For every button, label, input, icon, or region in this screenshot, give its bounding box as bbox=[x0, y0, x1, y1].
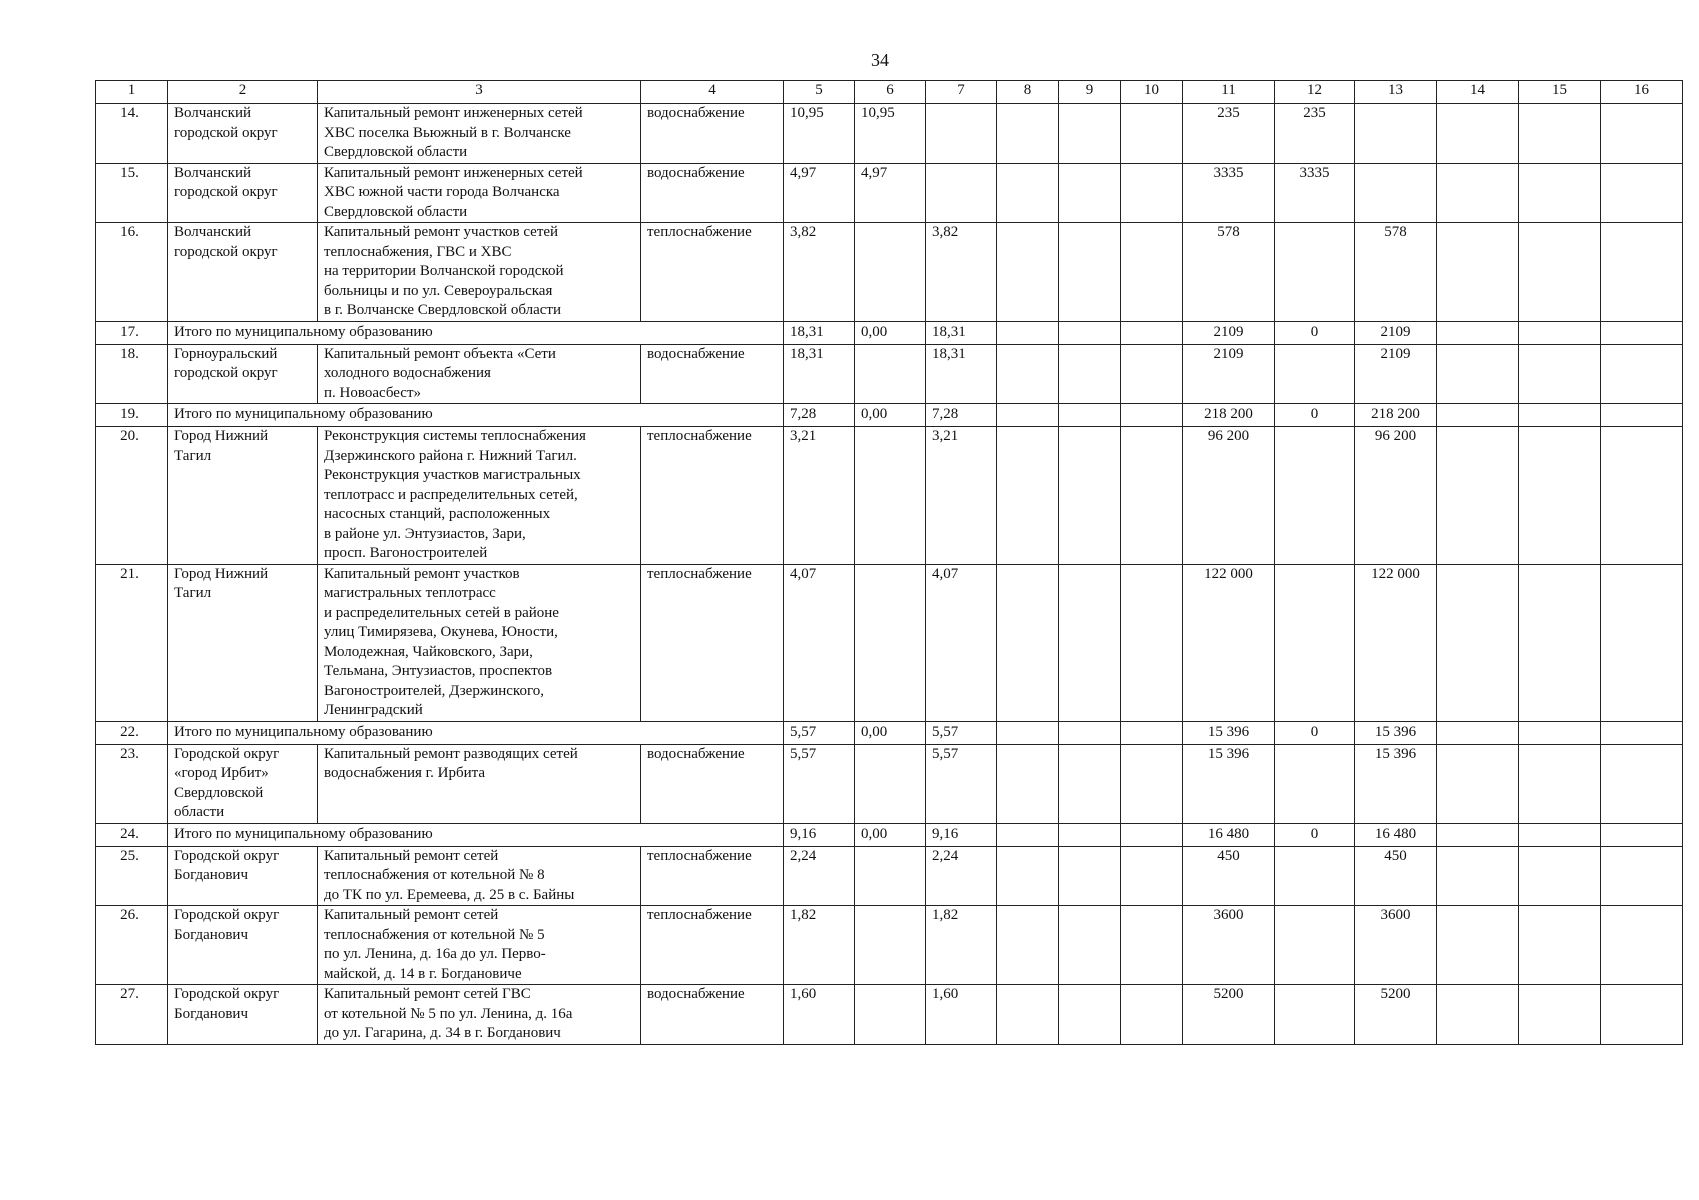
column-header: 7 bbox=[926, 81, 997, 104]
column-header: 6 bbox=[855, 81, 926, 104]
value-cell-8 bbox=[997, 744, 1059, 823]
value-cell-5: 2,24 bbox=[784, 846, 855, 906]
value-cell-15 bbox=[1519, 427, 1601, 565]
value-cell-14 bbox=[1437, 344, 1519, 404]
row-number: 20. bbox=[96, 427, 168, 565]
value-cell-15 bbox=[1519, 744, 1601, 823]
value-cell-12: 3335 bbox=[1275, 163, 1355, 223]
row-number: 25. bbox=[96, 846, 168, 906]
value-cell-12 bbox=[1275, 985, 1355, 1045]
value-cell-15 bbox=[1519, 404, 1601, 427]
value-cell-7: 4,07 bbox=[926, 564, 997, 721]
value-cell-15 bbox=[1519, 163, 1601, 223]
value-cell-16 bbox=[1601, 744, 1683, 823]
value-cell-8 bbox=[997, 823, 1059, 846]
value-cell-5: 3,82 bbox=[784, 223, 855, 322]
value-cell-16 bbox=[1601, 721, 1683, 744]
description-cell: Капитальный ремонт инженерных сетей ХВС южной части города Волчанска Свердловской области bbox=[318, 163, 641, 223]
value-cell-16 bbox=[1601, 163, 1683, 223]
value-cell-16 bbox=[1601, 104, 1683, 164]
row-number: 26. bbox=[96, 906, 168, 985]
column-header: 16 bbox=[1601, 81, 1683, 104]
value-cell-9 bbox=[1059, 985, 1121, 1045]
value-cell-11: 2109 bbox=[1183, 321, 1275, 344]
value-cell-10 bbox=[1121, 223, 1183, 322]
value-cell-15 bbox=[1519, 564, 1601, 721]
table-row bbox=[96, 846, 1683, 906]
value-cell-15 bbox=[1519, 104, 1601, 164]
municipality-cell: Волчанский городской округ bbox=[168, 163, 318, 223]
value-cell-16 bbox=[1601, 223, 1683, 322]
value-cell-15 bbox=[1519, 906, 1601, 985]
value-cell-6 bbox=[855, 744, 926, 823]
value-cell-5: 4,97 bbox=[784, 163, 855, 223]
value-cell-13: 122 000 bbox=[1355, 564, 1437, 721]
value-cell-9 bbox=[1059, 321, 1121, 344]
value-cell-11: 15 396 bbox=[1183, 744, 1275, 823]
municipality-cell: Город Нижний Тагил bbox=[168, 427, 318, 565]
value-cell-9 bbox=[1059, 344, 1121, 404]
value-cell-10 bbox=[1121, 846, 1183, 906]
value-cell-8 bbox=[997, 985, 1059, 1045]
municipality-cell: Волчанский городской округ bbox=[168, 104, 318, 164]
table-row bbox=[96, 427, 1683, 565]
value-cell-7: 2,24 bbox=[926, 846, 997, 906]
column-header: 4 bbox=[641, 81, 784, 104]
utility-type-cell: водоснабжение bbox=[641, 104, 784, 164]
value-cell-7: 18,31 bbox=[926, 321, 997, 344]
table-row bbox=[96, 906, 1683, 985]
value-cell-10 bbox=[1121, 906, 1183, 985]
column-header: 14 bbox=[1437, 81, 1519, 104]
value-cell-12 bbox=[1275, 744, 1355, 823]
description-cell: Капитальный ремонт сетей теплоснабжения от котельной № 5 по ул. Ленина, д. 16а до ул. Перво- майской, д. 14 в г. Богдановиче bbox=[318, 906, 641, 985]
value-cell-8 bbox=[997, 564, 1059, 721]
value-cell-15 bbox=[1519, 321, 1601, 344]
value-cell-10 bbox=[1121, 163, 1183, 223]
value-cell-11: 235 bbox=[1183, 104, 1275, 164]
value-cell-13: 2109 bbox=[1355, 321, 1437, 344]
value-cell-10 bbox=[1121, 321, 1183, 344]
value-cell-10 bbox=[1121, 427, 1183, 565]
value-cell-13: 16 480 bbox=[1355, 823, 1437, 846]
value-cell-5: 9,16 bbox=[784, 823, 855, 846]
table-row bbox=[96, 564, 1683, 721]
value-cell-11: 96 200 bbox=[1183, 427, 1275, 565]
value-cell-7: 1,82 bbox=[926, 906, 997, 985]
value-cell-15 bbox=[1519, 846, 1601, 906]
value-cell-13: 218 200 bbox=[1355, 404, 1437, 427]
value-cell-5: 7,28 bbox=[784, 404, 855, 427]
municipality-cell: Волчанский городской округ bbox=[168, 223, 318, 322]
value-cell-7: 7,28 bbox=[926, 404, 997, 427]
utility-type-cell: водоснабжение bbox=[641, 344, 784, 404]
value-cell-14 bbox=[1437, 321, 1519, 344]
value-cell-13: 2109 bbox=[1355, 344, 1437, 404]
value-cell-10 bbox=[1121, 985, 1183, 1045]
value-cell-7: 9,16 bbox=[926, 823, 997, 846]
value-cell-6: 0,00 bbox=[855, 321, 926, 344]
value-cell-15 bbox=[1519, 985, 1601, 1045]
value-cell-10 bbox=[1121, 404, 1183, 427]
value-cell-5: 18,31 bbox=[784, 344, 855, 404]
value-cell-8 bbox=[997, 846, 1059, 906]
value-cell-8 bbox=[997, 906, 1059, 985]
row-number: 16. bbox=[96, 223, 168, 322]
value-cell-10 bbox=[1121, 564, 1183, 721]
value-cell-12 bbox=[1275, 427, 1355, 565]
value-cell-6 bbox=[855, 846, 926, 906]
value-cell-9 bbox=[1059, 223, 1121, 322]
value-cell-5: 5,57 bbox=[784, 744, 855, 823]
value-cell-6 bbox=[855, 985, 926, 1045]
value-cell-14 bbox=[1437, 427, 1519, 565]
value-cell-6: 0,00 bbox=[855, 404, 926, 427]
value-cell-12 bbox=[1275, 344, 1355, 404]
value-cell-10 bbox=[1121, 823, 1183, 846]
column-header: 15 bbox=[1519, 81, 1601, 104]
value-cell-6: 4,97 bbox=[855, 163, 926, 223]
value-cell-11: 5200 bbox=[1183, 985, 1275, 1045]
value-cell-14 bbox=[1437, 985, 1519, 1045]
utility-type-cell: теплоснабжение bbox=[641, 427, 784, 565]
row-number: 27. bbox=[96, 985, 168, 1045]
value-cell-14 bbox=[1437, 823, 1519, 846]
subtotal-row bbox=[96, 823, 1683, 846]
utility-type-cell: теплоснабжение bbox=[641, 564, 784, 721]
value-cell-13: 578 bbox=[1355, 223, 1437, 322]
value-cell-13: 3600 bbox=[1355, 906, 1437, 985]
page-number: 34 bbox=[871, 50, 889, 70]
column-header: 11 bbox=[1183, 81, 1275, 104]
value-cell-14 bbox=[1437, 404, 1519, 427]
value-cell-5: 5,57 bbox=[784, 721, 855, 744]
row-number: 24. bbox=[96, 823, 168, 846]
value-cell-9 bbox=[1059, 564, 1121, 721]
value-cell-16 bbox=[1601, 321, 1683, 344]
value-cell-16 bbox=[1601, 564, 1683, 721]
row-number: 19. bbox=[96, 404, 168, 427]
row-number: 23. bbox=[96, 744, 168, 823]
subtotal-label: Итого по муниципальному образованию bbox=[168, 321, 784, 344]
value-cell-7 bbox=[926, 163, 997, 223]
value-cell-14 bbox=[1437, 721, 1519, 744]
value-cell-10 bbox=[1121, 344, 1183, 404]
value-cell-16 bbox=[1601, 985, 1683, 1045]
value-cell-6: 0,00 bbox=[855, 721, 926, 744]
value-cell-15 bbox=[1519, 344, 1601, 404]
value-cell-11: 3335 bbox=[1183, 163, 1275, 223]
value-cell-9 bbox=[1059, 721, 1121, 744]
program-table bbox=[95, 80, 1683, 1045]
value-cell-14 bbox=[1437, 104, 1519, 164]
value-cell-7: 5,57 bbox=[926, 744, 997, 823]
column-number-row bbox=[96, 81, 1683, 104]
value-cell-7: 1,60 bbox=[926, 985, 997, 1045]
utility-type-cell: водоснабжение bbox=[641, 985, 784, 1045]
value-cell-14 bbox=[1437, 846, 1519, 906]
value-cell-8 bbox=[997, 404, 1059, 427]
value-cell-15 bbox=[1519, 823, 1601, 846]
value-cell-14 bbox=[1437, 906, 1519, 985]
value-cell-10 bbox=[1121, 104, 1183, 164]
subtotal-row bbox=[96, 321, 1683, 344]
value-cell-14 bbox=[1437, 223, 1519, 322]
municipality-cell: Городской округ Богданович bbox=[168, 906, 318, 985]
value-cell-12: 235 bbox=[1275, 104, 1355, 164]
subtotal-row bbox=[96, 404, 1683, 427]
value-cell-5: 1,60 bbox=[784, 985, 855, 1045]
value-cell-5: 10,95 bbox=[784, 104, 855, 164]
column-header: 8 bbox=[997, 81, 1059, 104]
value-cell-9 bbox=[1059, 163, 1121, 223]
column-header: 10 bbox=[1121, 81, 1183, 104]
value-cell-16 bbox=[1601, 846, 1683, 906]
row-number: 14. bbox=[96, 104, 168, 164]
value-cell-16 bbox=[1601, 906, 1683, 985]
value-cell-6 bbox=[855, 344, 926, 404]
value-cell-12 bbox=[1275, 846, 1355, 906]
value-cell-5: 3,21 bbox=[784, 427, 855, 565]
value-cell-13 bbox=[1355, 104, 1437, 164]
utility-type-cell: теплоснабжение bbox=[641, 846, 784, 906]
value-cell-6 bbox=[855, 223, 926, 322]
table-row bbox=[96, 744, 1683, 823]
value-cell-13: 15 396 bbox=[1355, 744, 1437, 823]
subtotal-label: Итого по муниципальному образованию bbox=[168, 823, 784, 846]
value-cell-10 bbox=[1121, 721, 1183, 744]
description-cell: Капитальный ремонт инженерных сетей ХВС поселка Вьюжный в г. Волчанске Свердловской области bbox=[318, 104, 641, 164]
value-cell-12 bbox=[1275, 906, 1355, 985]
value-cell-6 bbox=[855, 564, 926, 721]
value-cell-11: 218 200 bbox=[1183, 404, 1275, 427]
value-cell-9 bbox=[1059, 427, 1121, 565]
description-cell: Капитальный ремонт сетей ГВС от котельной № 5 по ул. Ленина, д. 16а до ул. Гагарина, д. 34 в г. Богданович bbox=[318, 985, 641, 1045]
value-cell-8 bbox=[997, 427, 1059, 565]
column-header: 12 bbox=[1275, 81, 1355, 104]
value-cell-16 bbox=[1601, 823, 1683, 846]
value-cell-11: 15 396 bbox=[1183, 721, 1275, 744]
value-cell-8 bbox=[997, 104, 1059, 164]
value-cell-12: 0 bbox=[1275, 823, 1355, 846]
municipality-cell: Горноуральский городской округ bbox=[168, 344, 318, 404]
row-number: 17. bbox=[96, 321, 168, 344]
value-cell-12 bbox=[1275, 223, 1355, 322]
utility-type-cell: водоснабжение bbox=[641, 163, 784, 223]
value-cell-8 bbox=[997, 163, 1059, 223]
table-row bbox=[96, 985, 1683, 1045]
subtotal-label: Итого по муниципальному образованию bbox=[168, 404, 784, 427]
value-cell-13: 450 bbox=[1355, 846, 1437, 906]
value-cell-12: 0 bbox=[1275, 721, 1355, 744]
value-cell-16 bbox=[1601, 344, 1683, 404]
value-cell-7: 3,21 bbox=[926, 427, 997, 565]
value-cell-9 bbox=[1059, 744, 1121, 823]
subtotal-label: Итого по муниципальному образованию bbox=[168, 721, 784, 744]
row-number: 22. bbox=[96, 721, 168, 744]
utility-type-cell: теплоснабжение bbox=[641, 906, 784, 985]
column-header: 1 bbox=[96, 81, 168, 104]
value-cell-5: 4,07 bbox=[784, 564, 855, 721]
value-cell-6: 10,95 bbox=[855, 104, 926, 164]
description-cell: Капитальный ремонт участков сетей теплоснабжения, ГВС и ХВС на территории Волчанской городской больницы и по ул. Североуральская в г. Волчанске Свердловской области bbox=[318, 223, 641, 322]
column-header: 5 bbox=[784, 81, 855, 104]
value-cell-12: 0 bbox=[1275, 321, 1355, 344]
value-cell-12: 0 bbox=[1275, 404, 1355, 427]
value-cell-6 bbox=[855, 427, 926, 565]
value-cell-9 bbox=[1059, 906, 1121, 985]
value-cell-10 bbox=[1121, 744, 1183, 823]
value-cell-7: 18,31 bbox=[926, 344, 997, 404]
value-cell-15 bbox=[1519, 223, 1601, 322]
value-cell-9 bbox=[1059, 404, 1121, 427]
municipality-cell: Городской округ Богданович bbox=[168, 985, 318, 1045]
value-cell-15 bbox=[1519, 721, 1601, 744]
value-cell-11: 450 bbox=[1183, 846, 1275, 906]
value-cell-11: 122 000 bbox=[1183, 564, 1275, 721]
value-cell-13: 96 200 bbox=[1355, 427, 1437, 565]
description-cell: Капитальный ремонт объекта «Сети холодного водоснабжения п. Новоасбест» bbox=[318, 344, 641, 404]
subtotal-row bbox=[96, 721, 1683, 744]
value-cell-11: 3600 bbox=[1183, 906, 1275, 985]
value-cell-5: 18,31 bbox=[784, 321, 855, 344]
value-cell-9 bbox=[1059, 846, 1121, 906]
value-cell-13 bbox=[1355, 163, 1437, 223]
utility-type-cell: водоснабжение bbox=[641, 744, 784, 823]
value-cell-14 bbox=[1437, 564, 1519, 721]
municipality-cell: Городской округ «город Ирбит» Свердловской области bbox=[168, 744, 318, 823]
value-cell-7: 3,82 bbox=[926, 223, 997, 322]
table-row bbox=[96, 223, 1683, 322]
table-row bbox=[96, 163, 1683, 223]
value-cell-14 bbox=[1437, 744, 1519, 823]
row-number: 21. bbox=[96, 564, 168, 721]
column-header: 13 bbox=[1355, 81, 1437, 104]
value-cell-14 bbox=[1437, 163, 1519, 223]
value-cell-9 bbox=[1059, 104, 1121, 164]
value-cell-11: 16 480 bbox=[1183, 823, 1275, 846]
value-cell-6: 0,00 bbox=[855, 823, 926, 846]
value-cell-13: 15 396 bbox=[1355, 721, 1437, 744]
value-cell-11: 578 bbox=[1183, 223, 1275, 322]
column-header: 2 bbox=[168, 81, 318, 104]
value-cell-8 bbox=[997, 344, 1059, 404]
column-header: 9 bbox=[1059, 81, 1121, 104]
value-cell-7: 5,57 bbox=[926, 721, 997, 744]
value-cell-16 bbox=[1601, 404, 1683, 427]
description-cell: Капитальный ремонт разводящих сетей водоснабжения г. Ирбита bbox=[318, 744, 641, 823]
value-cell-12 bbox=[1275, 564, 1355, 721]
municipality-cell: Город Нижний Тагил bbox=[168, 564, 318, 721]
value-cell-8 bbox=[997, 721, 1059, 744]
value-cell-11: 2109 bbox=[1183, 344, 1275, 404]
column-header: 3 bbox=[318, 81, 641, 104]
value-cell-8 bbox=[997, 321, 1059, 344]
table-row bbox=[96, 344, 1683, 404]
value-cell-7 bbox=[926, 104, 997, 164]
value-cell-8 bbox=[997, 223, 1059, 322]
description-cell: Реконструкция системы теплоснабжения Дзержинского района г. Нижний Тагил. Реконструкция участков магистральных теплотрасс и распределительных сетей, насосных станций, расположенных в районе ул. Энтузиастов, Зари, просп. Вагоностроителей bbox=[318, 427, 641, 565]
row-number: 18. bbox=[96, 344, 168, 404]
value-cell-13: 5200 bbox=[1355, 985, 1437, 1045]
value-cell-9 bbox=[1059, 823, 1121, 846]
row-number: 15. bbox=[96, 163, 168, 223]
value-cell-6 bbox=[855, 906, 926, 985]
value-cell-16 bbox=[1601, 427, 1683, 565]
description-cell: Капитальный ремонт сетей теплоснабжения от котельной № 8 до ТК по ул. Еремеева, д. 25 в с. Байны bbox=[318, 846, 641, 906]
table-row bbox=[96, 104, 1683, 164]
value-cell-5: 1,82 bbox=[784, 906, 855, 985]
utility-type-cell: теплоснабжение bbox=[641, 223, 784, 322]
municipality-cell: Городской округ Богданович bbox=[168, 846, 318, 906]
description-cell: Капитальный ремонт участков магистральных теплотрасс и распределительных сетей в районе улиц Тимирязева, Окунева, Юности, Молодежная, Чайковского, Зари, Тельмана, Энтузиастов, проспектов Вагоностроителей, Дзержинского, Ленинградский bbox=[318, 564, 641, 721]
